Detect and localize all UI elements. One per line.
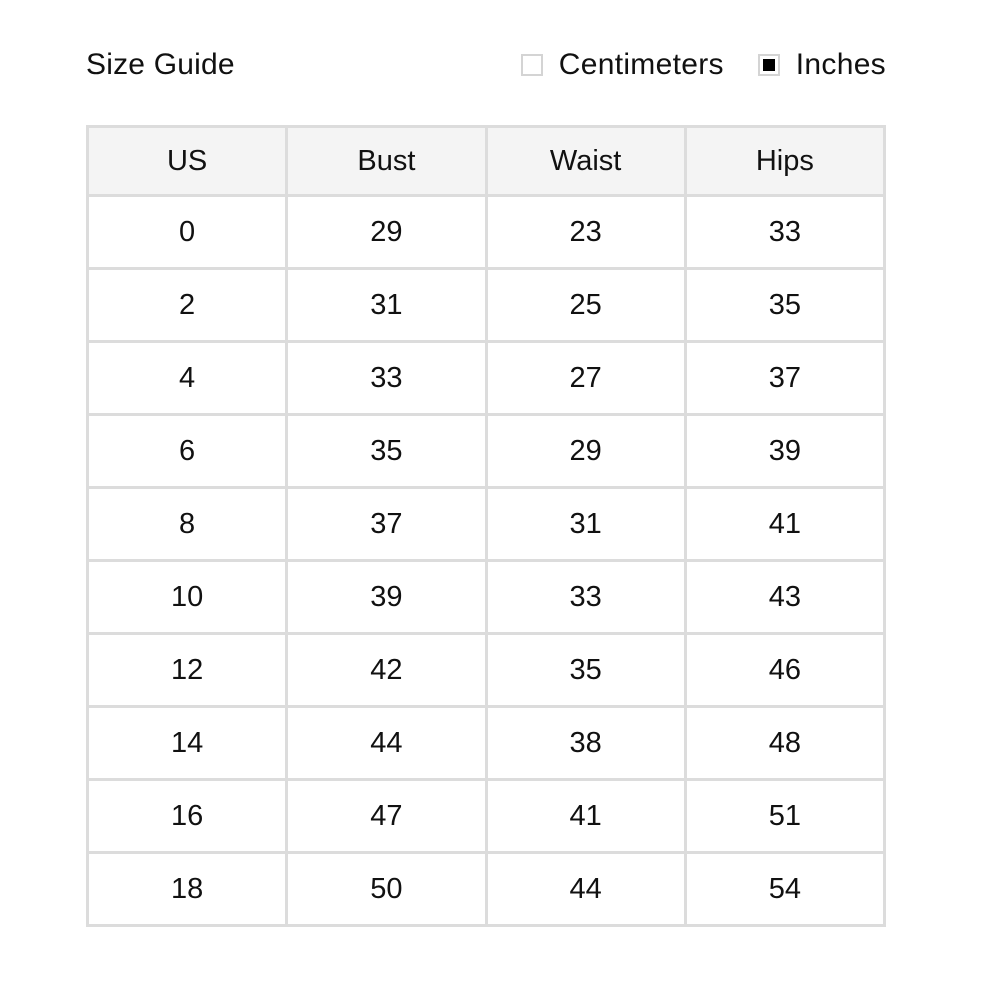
cell-waist: 41	[486, 780, 685, 853]
cell-bust: 50	[287, 853, 486, 926]
table-row	[88, 707, 885, 780]
table-row	[88, 780, 885, 853]
unit-option-inches[interactable]	[758, 48, 886, 82]
centimeters-label[interactable]: Centimeters	[558, 48, 724, 81]
cell-bust: 31	[287, 269, 486, 342]
cell-us: 8	[88, 488, 287, 561]
inches-checkbox[interactable]	[758, 54, 780, 76]
cell-us: 10	[88, 561, 287, 634]
cell-us: 18	[88, 853, 287, 926]
table-row	[88, 488, 885, 561]
cell-hips: 54	[685, 853, 884, 926]
cell-hips: 48	[685, 707, 884, 780]
cell-bust: 39	[287, 561, 486, 634]
cell-hips: 33	[685, 196, 884, 269]
table-header-row	[88, 127, 885, 196]
cell-waist: 29	[486, 415, 685, 488]
cell-us: 6	[88, 415, 287, 488]
cell-bust: 35	[287, 415, 486, 488]
cell-us: 2	[88, 269, 287, 342]
cell-hips: 41	[685, 488, 884, 561]
page-title: Size Guide	[86, 48, 235, 81]
cell-hips: 46	[685, 634, 884, 707]
checked-mark-icon	[763, 59, 775, 71]
table-row	[88, 561, 885, 634]
size-table	[86, 125, 886, 927]
cell-waist: 25	[486, 269, 685, 342]
cell-bust: 44	[287, 707, 486, 780]
cell-bust: 47	[287, 780, 486, 853]
column-header-bust: Bust	[287, 127, 486, 196]
column-header-us: US	[88, 127, 287, 196]
cell-us: 0	[88, 196, 287, 269]
table-row	[88, 634, 885, 707]
cell-us: 16	[88, 780, 287, 853]
table-row	[88, 342, 885, 415]
unit-selector	[521, 48, 886, 82]
cell-hips: 39	[685, 415, 884, 488]
inches-label[interactable]: Inches	[795, 48, 886, 81]
cell-bust: 33	[287, 342, 486, 415]
column-header-waist: Waist	[486, 127, 685, 196]
table-row	[88, 415, 885, 488]
cell-bust: 37	[287, 488, 486, 561]
table-row	[88, 196, 885, 269]
cell-us: 14	[88, 707, 287, 780]
unit-option-centimeters[interactable]	[521, 48, 724, 82]
cell-bust: 29	[287, 196, 486, 269]
centimeters-checkbox[interactable]	[521, 54, 543, 76]
table-row	[88, 269, 885, 342]
cell-waist: 31	[486, 488, 685, 561]
cell-waist: 35	[486, 634, 685, 707]
table-row	[88, 853, 885, 926]
cell-hips: 51	[685, 780, 884, 853]
cell-waist: 38	[486, 707, 685, 780]
cell-bust: 42	[287, 634, 486, 707]
column-header-hips: Hips	[685, 127, 884, 196]
cell-waist: 23	[486, 196, 685, 269]
cell-hips: 35	[685, 269, 884, 342]
size-guide-header	[86, 38, 886, 92]
cell-waist: 27	[486, 342, 685, 415]
cell-hips: 37	[685, 342, 884, 415]
cell-us: 4	[88, 342, 287, 415]
cell-us: 12	[88, 634, 287, 707]
cell-hips: 43	[685, 561, 884, 634]
cell-waist: 33	[486, 561, 685, 634]
cell-waist: 44	[486, 853, 685, 926]
